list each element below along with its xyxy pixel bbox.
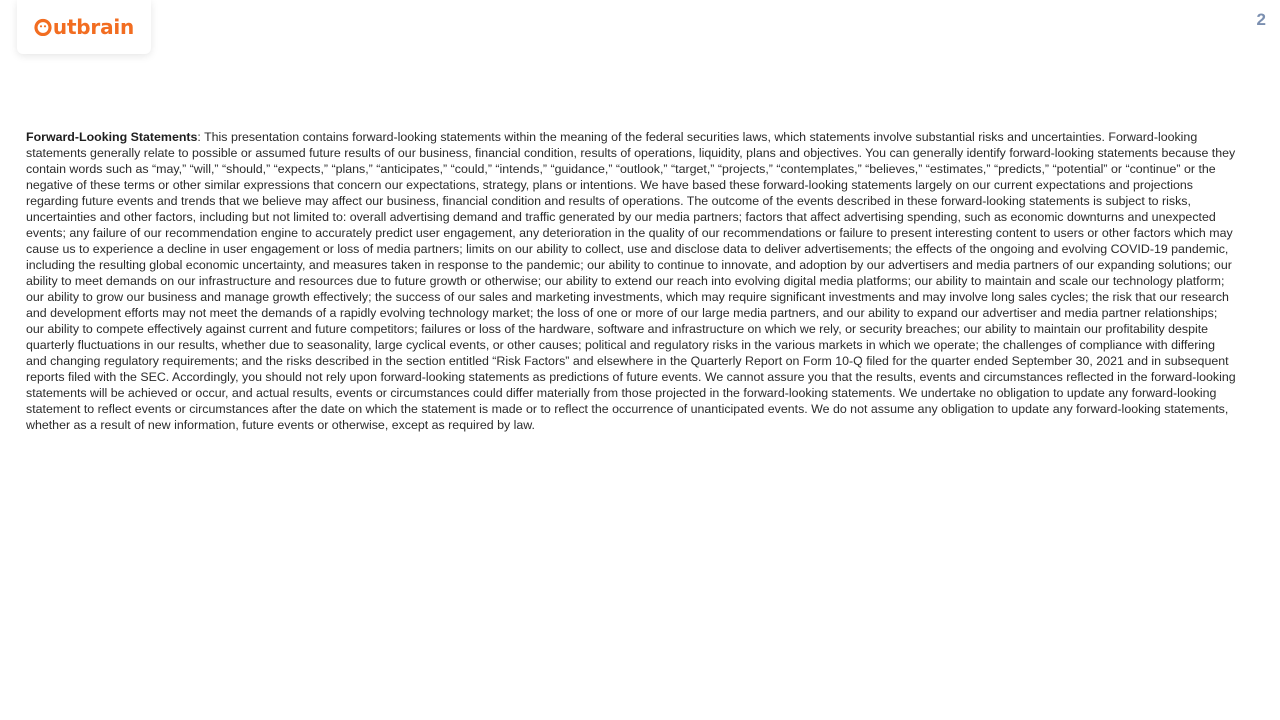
logo-text: utbrain — [52, 15, 135, 39]
disclaimer-body: This presentation contains forward-looking statements within the meaning of the federal securities laws, which statements involve substantial risks and uncertainties. Forward-looking statements generally relate to possible or assumed future results of our business, financial condition, results of operations, liquidity, plans and objectives. You can generally identify forward-looking statements because they contain words such as “may,” “will,” “should,” “expects,” “plans,” “anticipates,” “could,” “intends,” “guidance,” “outlook,” “target,” “projects,” “contemplates,” “believes,” “estimates,” “predicts,” “potential” or “continue” or the negative of these terms or other similar expressions that concern our expectations, strategy, plans or intentions. We have based these forward-looking statements largely on our current expectations and projections regarding future events and trends that we believe may affect our business, financial condition and results of operations. The outcome of the events described in these forward-looking statements is subject to risks, uncertainties and other factors, including but not limited to: overall advertising demand and traffic generated by our media partners; factors that affect advertising spending, such as economic downturns and unexpected events; any failure of our recommendation engine to accurately predict user engagement, any deterioration in the quality of our recommendations or failure to present interesting content to users or other factors which may cause us to experience a decline in user engagement or loss of media partners; limits on our ability to collect, use and disclose data to deliver advertisements; the effects of the ongoing and evolving COVID-19 pandemic, including the resulting global economic uncertainty, and measures taken in response to the pandemic; our ability to continue to innovate, and adoption by our advertisers and media partners of our expanding solutions; our ability to meet demands on our infrastructure and resources due to future growth or otherwise; our ability to extend our reach into evolving digital media platforms; our ability to maintain and scale our technology platform; our ability to grow our business and manage growth effectively; the success of our sales and marketing investments, which may require significant investments and may involve long sales cycles; the risk that our research and development efforts may not meet the demands of a rapidly evolving technology market; the loss of one or more of our large media partners, and our ability to expand our advertiser and media partner relationships; our ability to compete effectively against current and future competitors; failures or loss of the hardware, software and infrastructure on which we rely, or security breaches; our ability to maintain our profitability despite quarterly fluctuations in our results, whether due to seasonality, large cyclical events, or other causes; political and regulatory risks in the various markets in which we operate; the challenges of compliance with differing and changing regulatory requirements; and the risks described in the section entitled “Risk Factors” and elsewhere in the Quarterly Report on Form 10-Q filed for the quarter ended September 30, 2021 and in subsequent reports filed with the SEC. Accordingly, you should not rely upon forward-looking statements as predictions of future events. We cannot assure you that the results, events and circumstances reflected in the forward-looking statements will be achieved or occur, and actual results, events or circumstances could differ materially from those projected in the forward-looking statements. We undertake no obligation to update any forward-looking statement to reflect events or circumstances after the date on which the statement is made or to reflect the occurrence of unanticipated events. We do not assume any obligation to update any forward-looking statements, whether as a result of new information, future events or otherwise, except as required by law. — [26, 130, 1236, 432]
disclaimer-heading: Forward-Looking Statements — [26, 130, 198, 144]
outbrain-o-icon — [34, 18, 52, 36]
page-number: 2 — [1256, 10, 1266, 29]
outbrain-logo — [34, 17, 134, 37]
forward-looking-statements-paragraph — [26, 129, 1238, 433]
disclaimer-separator: : — [197, 130, 205, 144]
logo-card — [17, 0, 151, 54]
